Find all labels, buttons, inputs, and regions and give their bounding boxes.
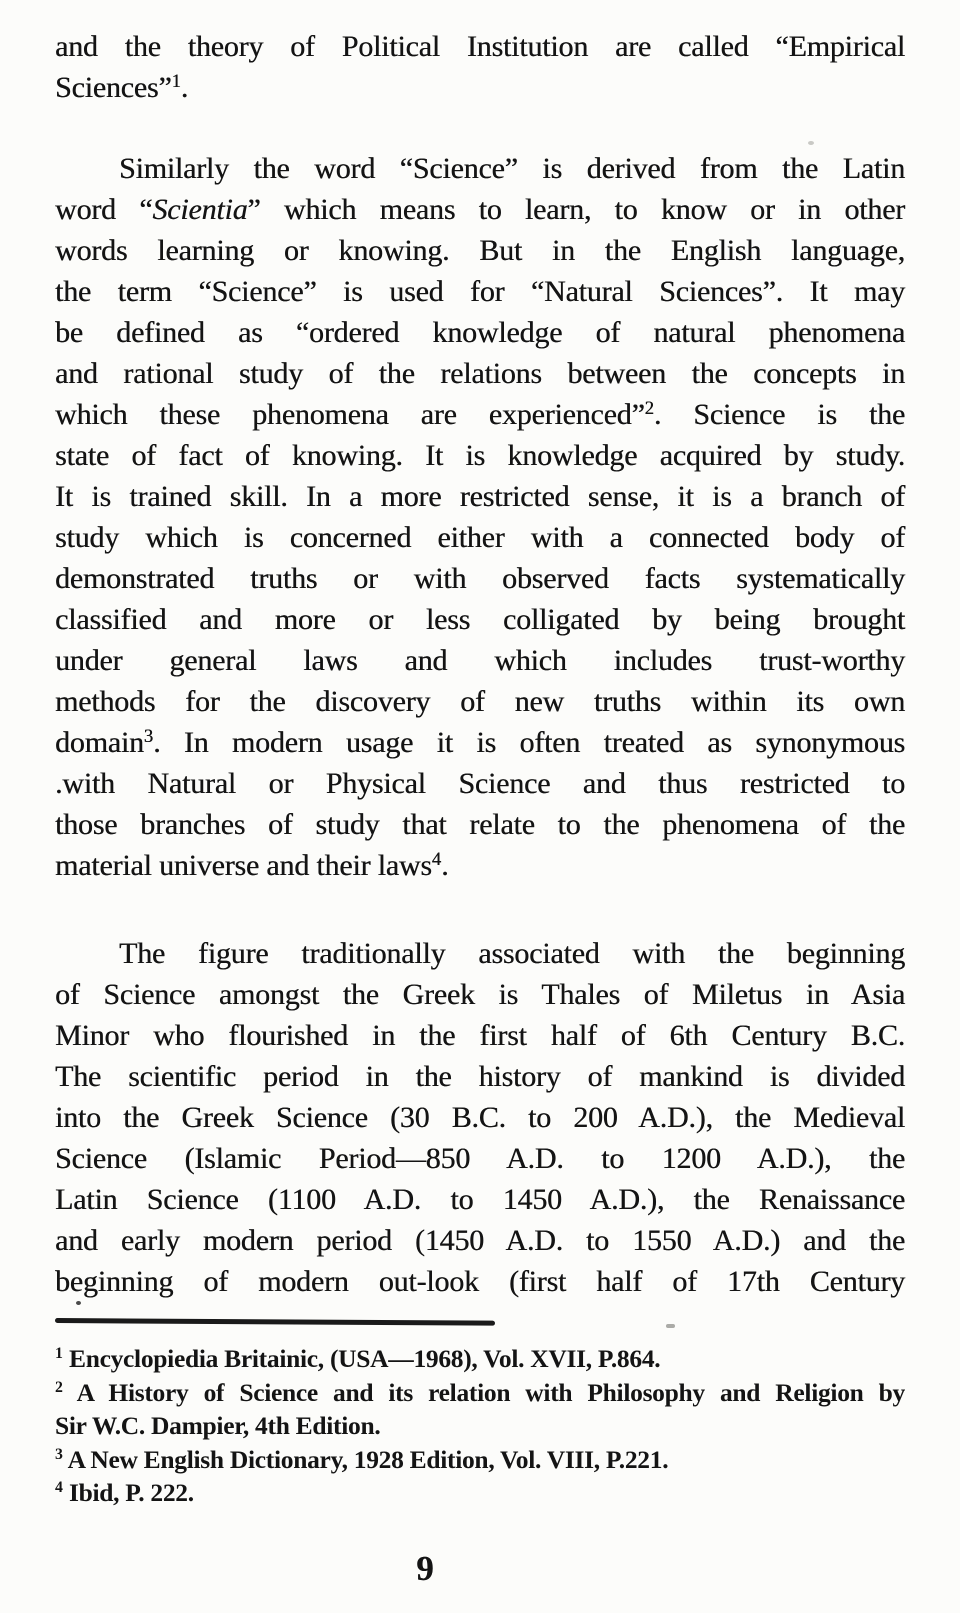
text-line: demonstrated truths or with observed facts systematically bbox=[55, 562, 905, 595]
footnote-ref: 3 bbox=[55, 1445, 63, 1463]
text-line: and the theory of Political Institution are called “Empirical bbox=[55, 30, 905, 63]
text-line: and rational study of the relations between the concepts in bbox=[55, 357, 905, 390]
text-line: of Science amongst the Greek is Thales of Miletus in Asia bbox=[55, 978, 905, 1011]
text-line: the term “Science” is used for “Natural Sciences”. It may bbox=[55, 275, 905, 308]
footnotes bbox=[55, 1342, 905, 1510]
footnote-line: $^3$ A New English Dictionary, 1928 Edition, Vol. VIII, P.221. bbox=[55, 1444, 669, 1474]
text-line: Minor who flourished in the first half of 6th Century B.C. bbox=[55, 1019, 905, 1052]
text-line: Similarly the word “Science” is derived from the Latin bbox=[119, 152, 905, 185]
text-line: word “Scientia” which means to learn, to know or in other bbox=[55, 193, 905, 226]
page-number: 9 bbox=[416, 1549, 434, 1588]
paragraph-empirical-sciences bbox=[55, 26, 905, 108]
text-line: Latin Science (1100 A.D. to 1450 A.D.), the Renaissance bbox=[55, 1183, 905, 1216]
text-line: state of fact of knowing. It is knowledge acquired by study. bbox=[55, 439, 905, 472]
text-line: The scientific period in the history of mankind is divided bbox=[55, 1060, 905, 1093]
footnote-ref: 2 bbox=[644, 397, 654, 419]
footnote-separator bbox=[55, 1318, 495, 1326]
text-line: The figure traditionally associated with the beginning bbox=[119, 937, 905, 970]
paragraph-science-definition bbox=[55, 148, 905, 886]
footnote-line: $^4$ Ibid, P. 222. bbox=[55, 1478, 194, 1507]
text-line: study which is concerned either with a connected body of bbox=[55, 521, 905, 554]
text-line: It is trained skill. In a more restricted sense, it is a branch of bbox=[55, 480, 905, 513]
text-line: words learning or knowing. But in the English language, bbox=[55, 234, 905, 267]
paragraph-history-of-science bbox=[55, 933, 905, 1302]
text-line: .with Natural or Physical Science and thus restricted to bbox=[55, 767, 905, 800]
footnote-ref: 1 bbox=[55, 1345, 63, 1363]
footnote-ref: 2 bbox=[55, 1378, 63, 1396]
footnote-ref: 4 bbox=[55, 1479, 63, 1497]
text-line: which these phenomena are experienced”$^2$. Science is the bbox=[55, 397, 905, 431]
scan-speck bbox=[666, 1324, 675, 1328]
italic-word: Scientia bbox=[152, 193, 248, 226]
footnote-ref: 3 bbox=[143, 725, 154, 747]
text-line: beginning of modern out-look (first half of 17th Century bbox=[55, 1265, 905, 1298]
footnote-line: Sir W.C. Dampier, 4th Edition. bbox=[55, 1411, 381, 1440]
text-line: Science (Islamic Period—850 A.D. to 1200 A.D.), the bbox=[55, 1142, 905, 1175]
scan-speck bbox=[808, 141, 814, 145]
text-line: under general laws and which includes trust-worthy bbox=[55, 644, 905, 677]
text-line: Sciences”$^1$. bbox=[55, 70, 189, 104]
text-line: be defined as “ordered knowledge of natural phenomena bbox=[55, 316, 905, 349]
footnote-line: $^1$ Encyclopiedia Britainic, (USA—1968), Vol. XVII, P.864. bbox=[55, 1344, 661, 1373]
text-line: into the Greek Science (30 B.C. to 200 A.D.), the Medieval bbox=[55, 1101, 905, 1134]
footnote-ref: 4 bbox=[431, 848, 442, 870]
footnote-line: $^2$ A History of Science and its relation with Philosophy and Religion by bbox=[55, 1377, 905, 1407]
text-line: classified and more or less colligated by being brought bbox=[55, 603, 905, 636]
text-line: material universe and their laws$^4$. bbox=[55, 848, 449, 882]
text-line: domain$^3$. In modern usage it is often treated as synonymous bbox=[55, 725, 905, 759]
text-line: methods for the discovery of new truths within its own bbox=[55, 685, 905, 718]
scan-speck bbox=[76, 1301, 81, 1305]
footnote-ref: 1 bbox=[171, 70, 181, 92]
text-line: and early modern period (1450 A.D. to 1550 A.D.) and the bbox=[55, 1224, 905, 1257]
text-line: those branches of study that relate to the phenomena of the bbox=[55, 808, 905, 841]
